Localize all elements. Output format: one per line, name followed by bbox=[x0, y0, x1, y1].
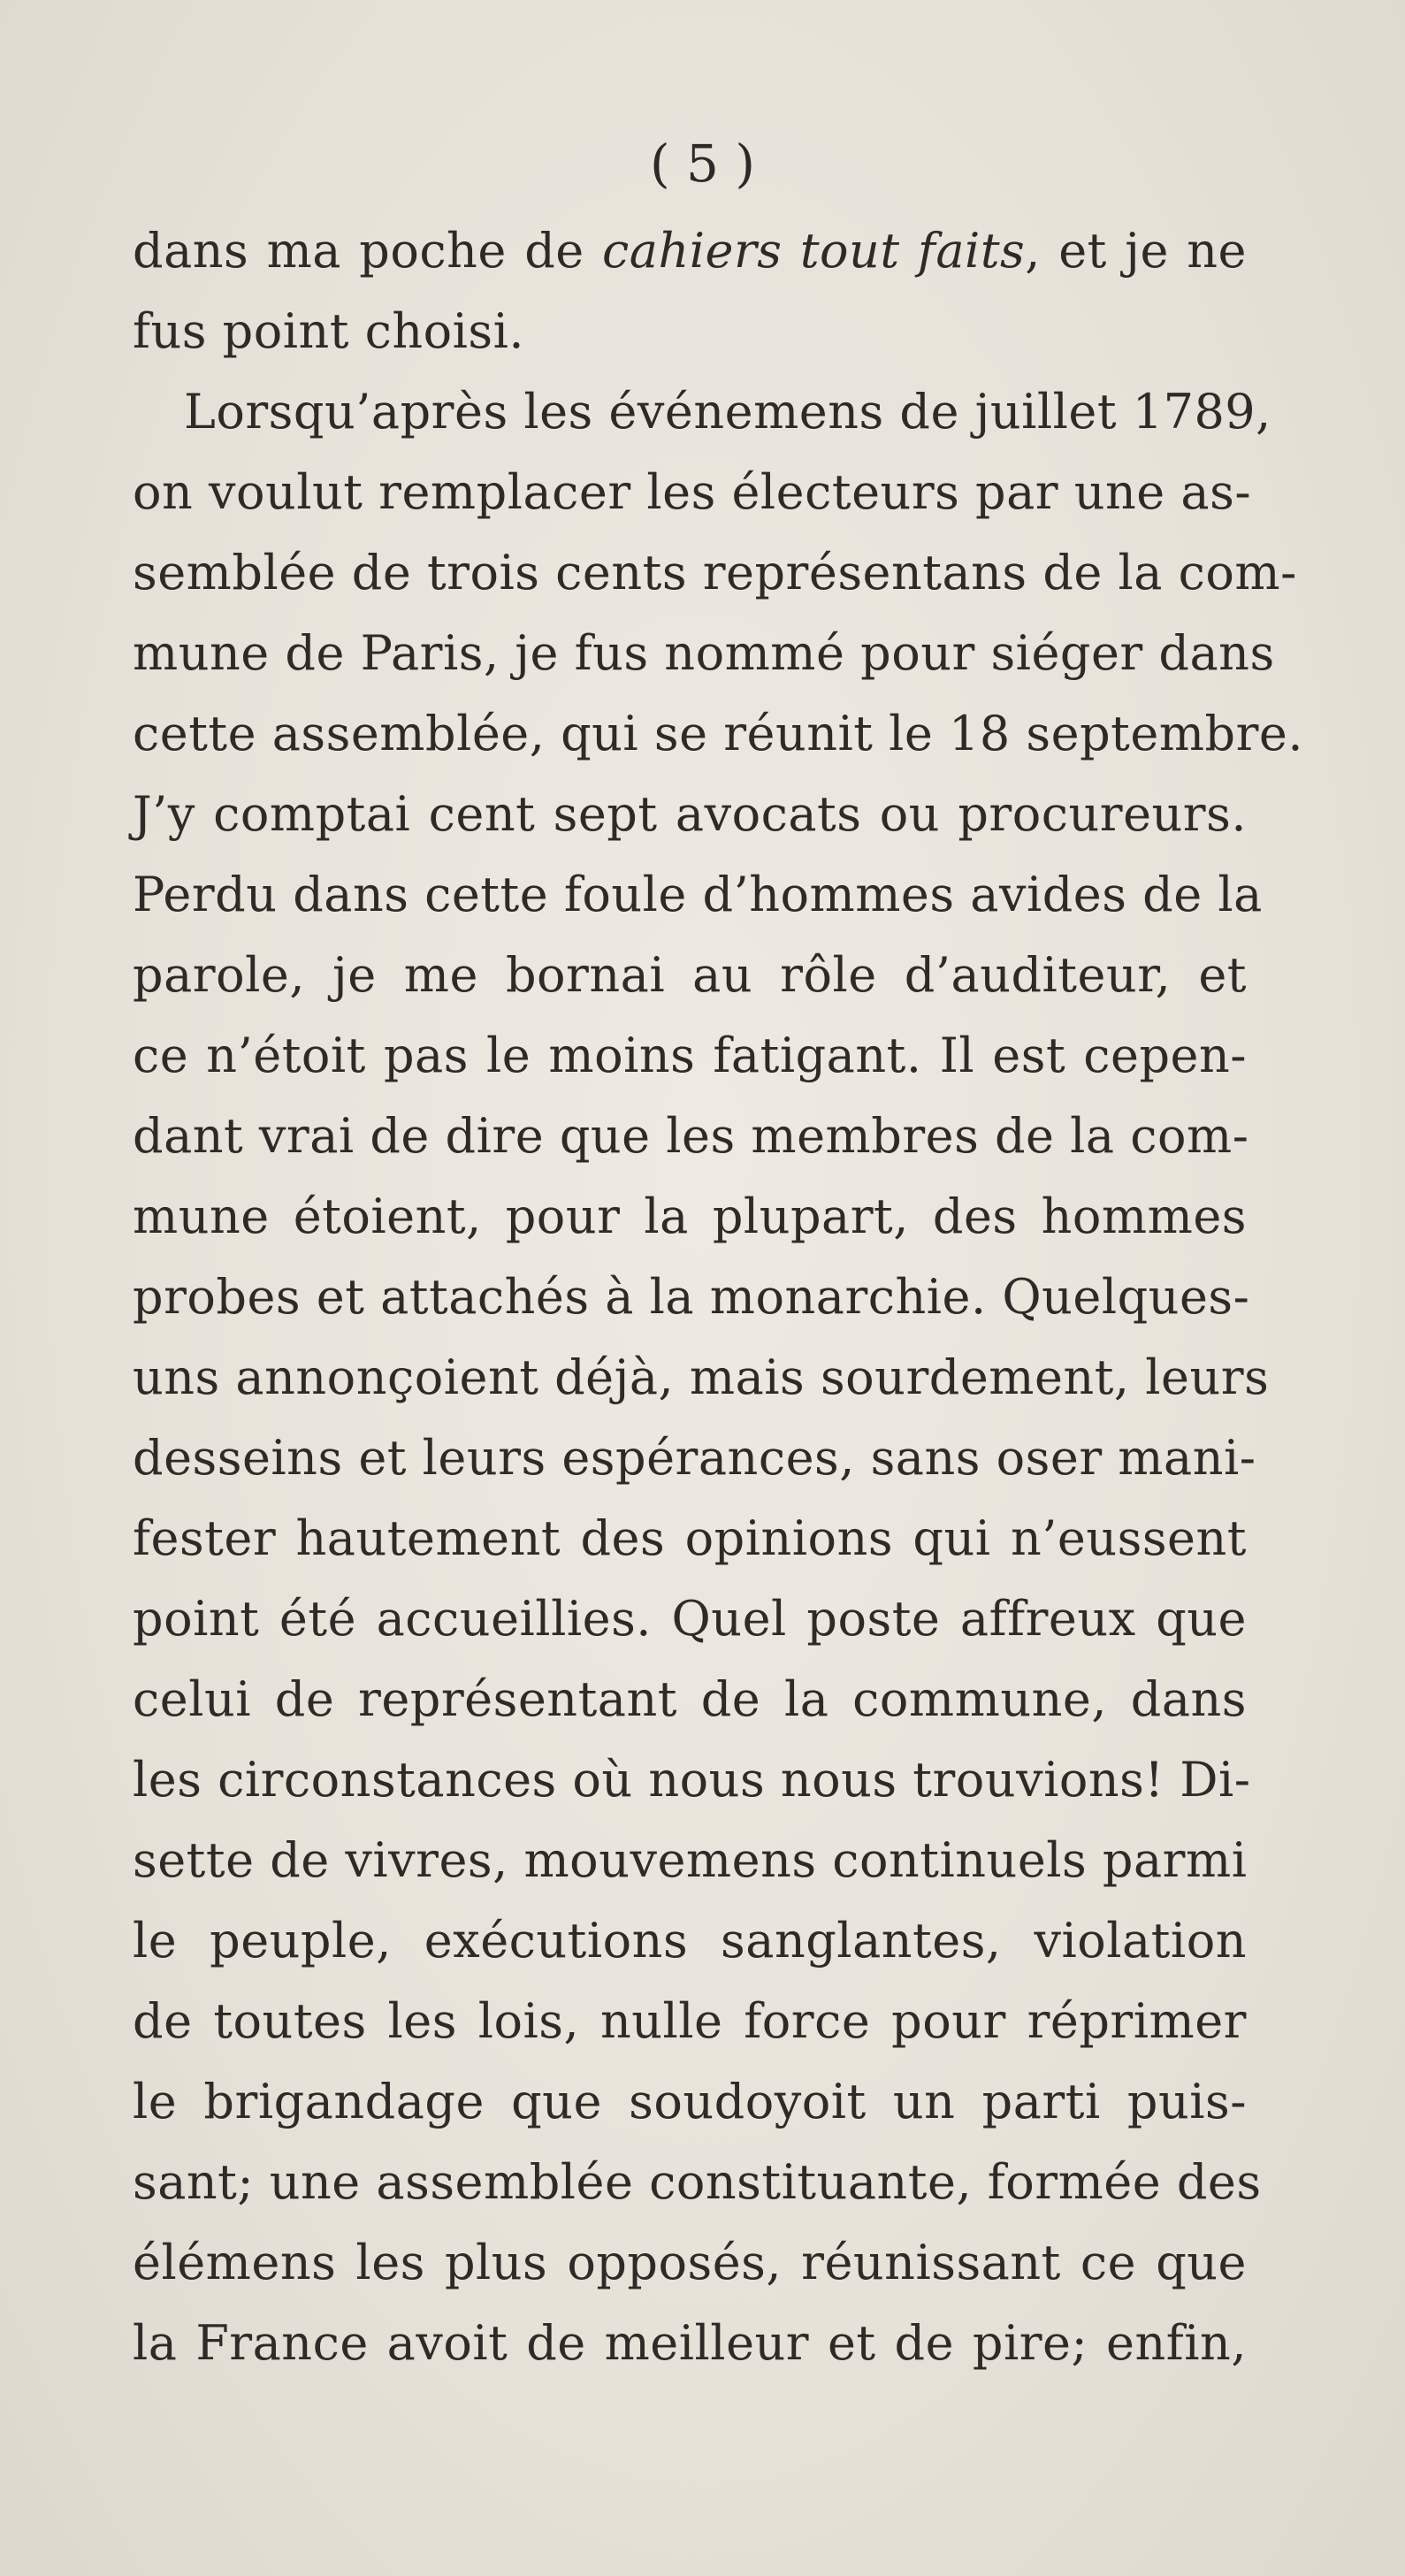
text-line: uns annonçoient déjà, mais sourdement, leurs bbox=[133, 1349, 1270, 1405]
text-line: Perdu dans cette foule d’hommes avides de la bbox=[133, 867, 1263, 922]
text-line: probes et attachés à la monarchie. Quelques- bbox=[133, 1269, 1250, 1325]
text-line bbox=[133, 210, 1247, 291]
text-line: la France avoit de meilleur et de pire; enfin, bbox=[133, 2315, 1247, 2371]
text-line: J’y comptai cent sept avocats ou procureurs. bbox=[133, 786, 1247, 842]
text-line: sant; une assemblée constituante, formée des bbox=[133, 2154, 1262, 2210]
text-segment: dans ma poche de bbox=[133, 223, 603, 279]
text-line: parole, je me bornai au rôle d’auditeur, et bbox=[133, 947, 1247, 1003]
text-line: point été accueillies. Quel poste affreux que bbox=[133, 1591, 1247, 1647]
text-line: on voulut remplacer les électeurs par une as- bbox=[133, 464, 1252, 520]
text-line: mune de Paris, je fus nommé pour siéger dans bbox=[133, 625, 1275, 681]
text-line: ce n’étoit pas le moins fatigant. Il est cepen- bbox=[133, 1028, 1247, 1083]
text-line: celui de représentant de la commune, dans bbox=[133, 1671, 1247, 1727]
paragraph-start-line: Lorsqu’après les événemens de juillet 1789, bbox=[184, 384, 1271, 440]
text-line: les circonstances où nous nous trouvions! Di- bbox=[133, 1752, 1251, 1808]
body-text bbox=[133, 210, 1304, 2383]
text-line: fester hautement des opinions qui n’eussent bbox=[133, 1510, 1247, 1566]
text-line: élémens les plus opposés, réunissant ce que bbox=[133, 2235, 1247, 2290]
text-line: de toutes les lois, nulle force pour réprimer bbox=[133, 1993, 1247, 2049]
text-line: desseins et leurs espérances, sans oser mani- bbox=[133, 1430, 1256, 1486]
text-line: dant vrai de dire que les membres de la com- bbox=[133, 1108, 1249, 1164]
text-line: le peuple, exécutions sanglantes, violation bbox=[133, 1913, 1247, 1968]
text-line: le brigandage que soudoyoit un parti puis- bbox=[133, 2074, 1247, 2129]
text-line: fus point choisi. bbox=[133, 303, 525, 359]
text-line: sette de vivres, mouvemens continuels parmi bbox=[133, 1832, 1248, 1888]
text-line: mune étoient, pour la plupart, des hommes bbox=[133, 1189, 1247, 1244]
text-segment: , et je ne bbox=[1025, 223, 1247, 279]
text-line: cette assemblée, qui se réunit le 18 septembre. bbox=[133, 706, 1304, 761]
page-number: ( 5 ) bbox=[649, 134, 756, 194]
italic-title: cahiers tout faits bbox=[602, 223, 1026, 279]
text-line: semblée de trois cents représentans de la com- bbox=[133, 545, 1297, 600]
